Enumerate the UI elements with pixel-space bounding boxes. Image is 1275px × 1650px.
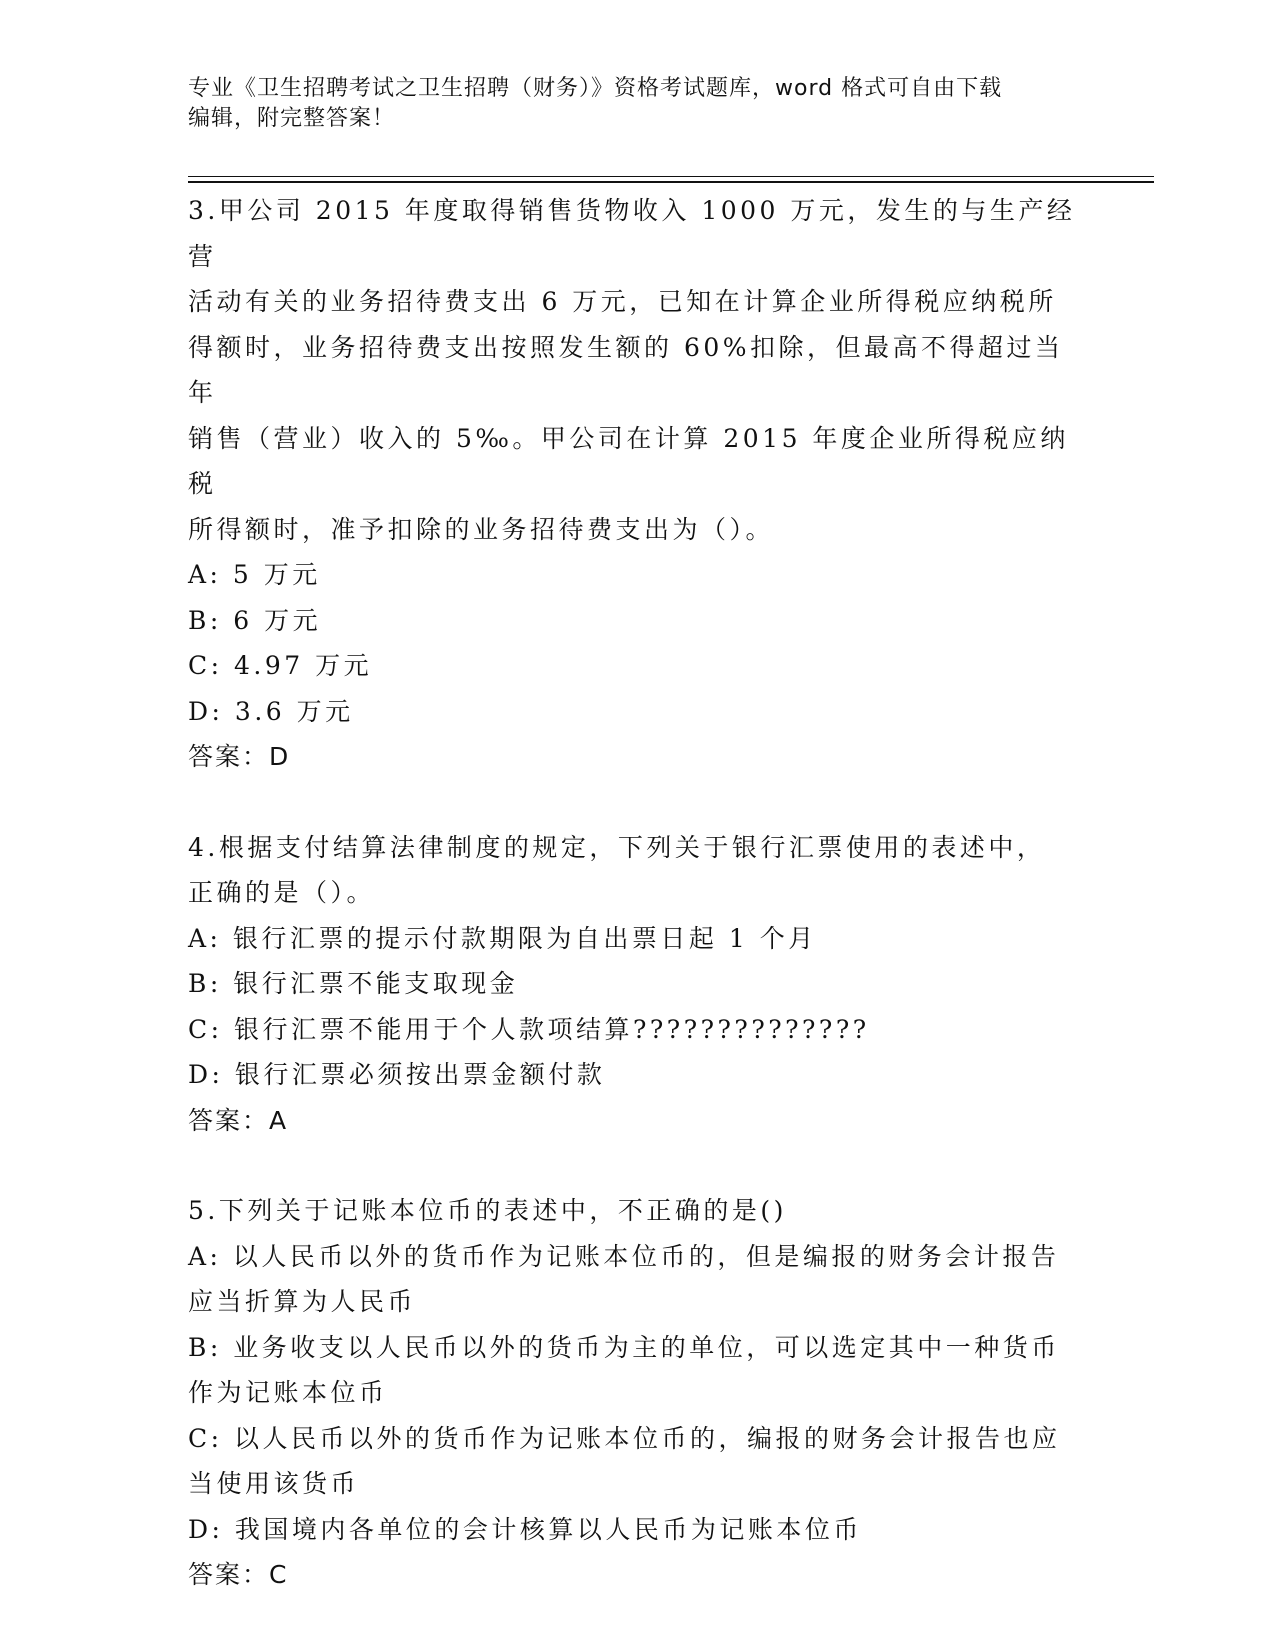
spacer (188, 1143, 1088, 1188)
question-text-line: 3.甲公司 2015 年度取得销售货物收入 1000 万元，发生的与生产经营 (188, 196, 1076, 271)
option-b: B: 6 万元 (188, 605, 322, 635)
option-b: B: 业务收支以人民币以外的货币为主的单位，可以选定其中一种货币 (188, 1332, 1060, 1362)
spacer (188, 780, 1088, 825)
question-text-line: 5.下列关于记账本位币的表述中，不正确的是() (188, 1196, 787, 1225)
option-d: D: 银行汇票必须按出票金额付款 (188, 1060, 606, 1089)
option-c-continued: 当使用该货币 (188, 1469, 360, 1498)
answer-label: 答案：C (188, 1560, 289, 1589)
option-a: A: 以人民币以外的货币作为记账本位币的，但是编报的财务会计报告 (188, 1241, 1060, 1271)
header-line-2: 编辑，附完整答案！ (188, 106, 396, 131)
option-c: C: 以人民币以外的货币作为记账本位币的，编报的财务会计报告也应 (188, 1423, 1061, 1453)
document-header (188, 74, 1088, 134)
question-4 (188, 825, 1088, 1144)
question-text-line: 得额时，业务招待费支出按照发生额的 60%扣除，但最高不得超过当年 (188, 332, 1064, 407)
option-d: D: 我国境内各单位的会计核算以人民币为记账本位币 (188, 1514, 862, 1544)
question-text-line: 所得额时，准予扣除的业务招待费支出为（）。 (188, 514, 775, 544)
option-b-continued: 作为记账本位币 (188, 1378, 388, 1407)
option-a-continued: 应当折算为人民币 (188, 1287, 417, 1316)
option-a: A: 5 万元 (188, 560, 321, 589)
option-b: B: 银行汇票不能支取现金 (188, 969, 519, 998)
option-c: C: 银行汇票不能用于个人款项结算?????????????? (188, 1014, 870, 1044)
question-3 (188, 188, 1088, 780)
option-c: C: 4.97 万元 (188, 651, 373, 680)
document-body (188, 188, 1088, 1598)
header-divider-thin (188, 176, 1154, 177)
question-5 (188, 1188, 1088, 1598)
question-text-line: 销售（营业）收入的 5‰。甲公司在计算 2015 年度企业所得税应纳税 (188, 423, 1069, 498)
answer-label: 答案：D (188, 742, 291, 771)
header-divider-thick (188, 181, 1154, 183)
question-text-line: 活动有关的业务招待费支出 6 万元，已知在计算企业所得税应纳税所 (188, 287, 1057, 316)
answer-label: 答案：A (188, 1105, 289, 1135)
option-a: A: 银行汇票的提示付款期限为自出票日起 1 个月 (188, 923, 817, 953)
question-text-line: 4.根据支付结算法律制度的规定，下列关于银行汇票使用的表述中， (188, 832, 1046, 862)
question-text-line: 正确的是（）。 (188, 878, 376, 907)
option-d: D: 3.6 万元 (188, 696, 354, 726)
header-line-1: 专业《卫生招聘考试之卫生招聘（财务）》资格考试题库，word 格式可自由下载 (188, 76, 1003, 101)
